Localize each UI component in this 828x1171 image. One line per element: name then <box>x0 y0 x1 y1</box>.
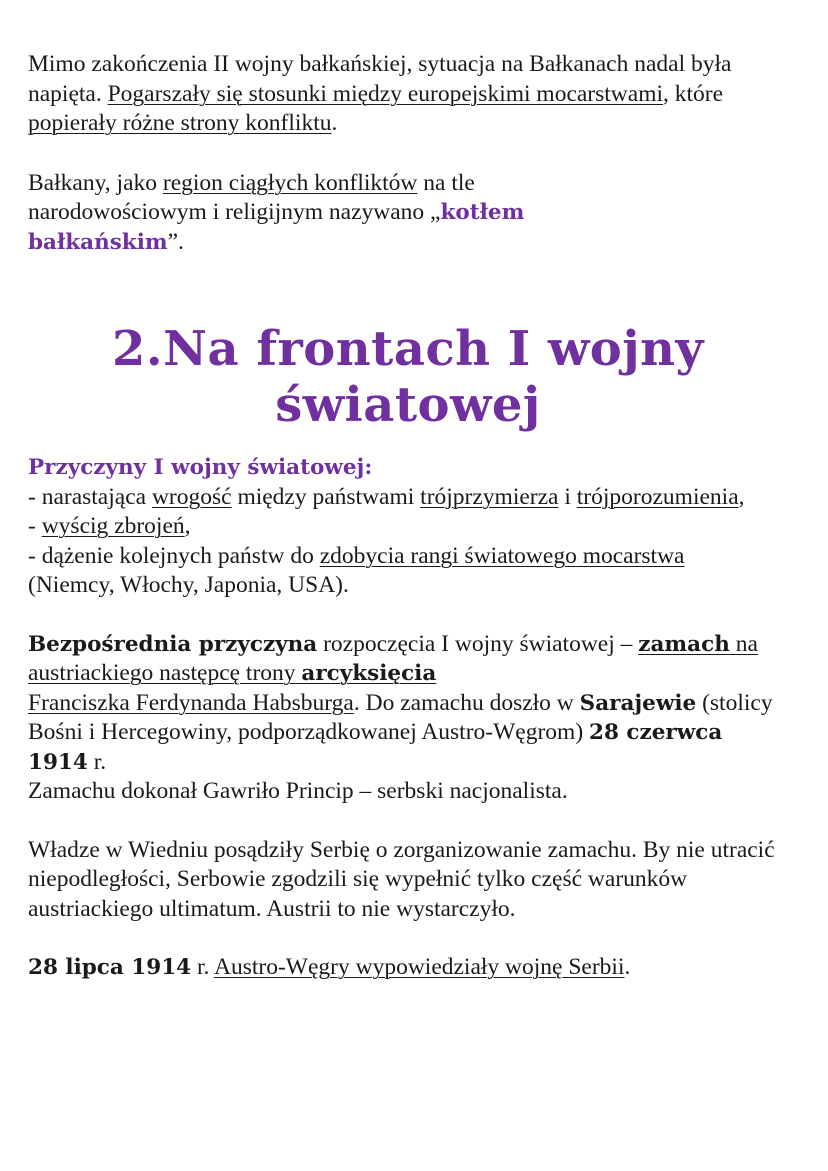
underlined-text: trójprzymierza <box>420 483 559 510</box>
underlined-text: wyścig zbrojeń <box>41 513 185 539</box>
underlined-text: Pogarszały się stosunki między europejskimi mocarstwami <box>107 80 664 107</box>
text-run: między państwami <box>231 483 421 510</box>
bold-underlined-text: zamach <box>638 631 730 657</box>
vienna-block <box>28 836 808 925</box>
section-heading-line-1: 2.Na frontach I wojny <box>112 321 704 377</box>
assassin-sentence: Zamachu dokonał Gawriło Princip – serbski nacjonalista. <box>28 778 568 804</box>
text-run: , które <box>663 80 724 107</box>
section-heading-line-2: światowej <box>275 377 541 433</box>
text-run: Bałkany, jako <box>28 169 163 196</box>
text-run: (Niemcy, Włochy, Japonia, USA). <box>28 572 349 598</box>
text-run: r. <box>87 748 107 775</box>
text-run: . <box>624 954 631 980</box>
cause-item-arms-race <box>28 512 808 542</box>
text-run: . <box>331 110 338 136</box>
underlined-text: region ciągłych konfliktów <box>162 169 418 196</box>
intro-paragraph-2 <box>28 169 648 258</box>
text-run: (stolicy Bośni i Hercegowiny, podporządkowanej Austro-Węgrom) <box>28 689 773 745</box>
cause-item-superpower <box>28 542 738 601</box>
declaration-block <box>28 953 808 983</box>
bold-underlined-text: arcyksięcia <box>301 661 437 686</box>
bold-text: Sarajewie <box>579 690 697 716</box>
text-run: Mimo zakończenia II wojny bałkańskiej, sytuacja na Bałkanach nadal była napięta. <box>28 51 732 107</box>
text-run: ”. <box>167 228 184 255</box>
causes-title: Przyczyny I wojny światowej: <box>28 455 373 480</box>
highlighted-term: kotłem bałkańskim <box>28 200 525 255</box>
text-run: , <box>184 513 191 539</box>
underlined-text: trójporozumienia <box>576 483 739 510</box>
text-run: rozpoczęcia I wojny światowej – <box>317 630 639 657</box>
direct-cause-paragraph <box>28 630 788 778</box>
text-run: r. <box>191 954 214 980</box>
section-heading <box>18 321 798 433</box>
text-run: . Do zamachu doszło w <box>353 689 580 716</box>
bold-text: Bezpośrednia przyczyna <box>28 631 318 657</box>
text-run: , <box>738 483 745 510</box>
direct-cause-block <box>28 630 808 807</box>
bold-text: 28 lipca 1914 <box>28 955 192 980</box>
declaration-paragraph <box>28 953 808 983</box>
text-run: - narastająca <box>28 483 152 510</box>
underlined-text: Franciszka Ferdynanda Habsburga <box>28 689 354 716</box>
text-run: na tle narodowościowym i religijnym nazywano „ <box>28 169 475 225</box>
causes-block <box>28 453 808 601</box>
underlined-text: zdobycia rangi światowego mocarstwa <box>319 542 685 569</box>
document-page <box>28 50 808 983</box>
underlined-text: na austriackiego następcę trony <box>28 630 758 686</box>
text-run: - dążenie kolejnych państw do <box>28 542 320 569</box>
vienna-paragraph: Władze w Wiedniu posądziły Serbię o zorganizowanie zamachu. By nie utracić niepodległości, Serbowie zgodzili się wypełnić tylko część warunków austriackiego ultimatum. Austrii to nie wystarczyło. <box>28 836 775 922</box>
bold-text: 28 czerwca 1914 <box>28 720 723 775</box>
text-run: - <box>28 513 42 539</box>
underlined-text: wrogość <box>151 483 232 510</box>
text-run: i <box>558 483 577 510</box>
underlined-text: popierały różne strony konfliktu <box>28 110 332 136</box>
intro-paragraph-1 <box>28 50 798 139</box>
underlined-text: Austro-Węgry wypowiedziały wojnę Serbii <box>213 954 625 980</box>
cause-item-hostility <box>28 483 808 513</box>
